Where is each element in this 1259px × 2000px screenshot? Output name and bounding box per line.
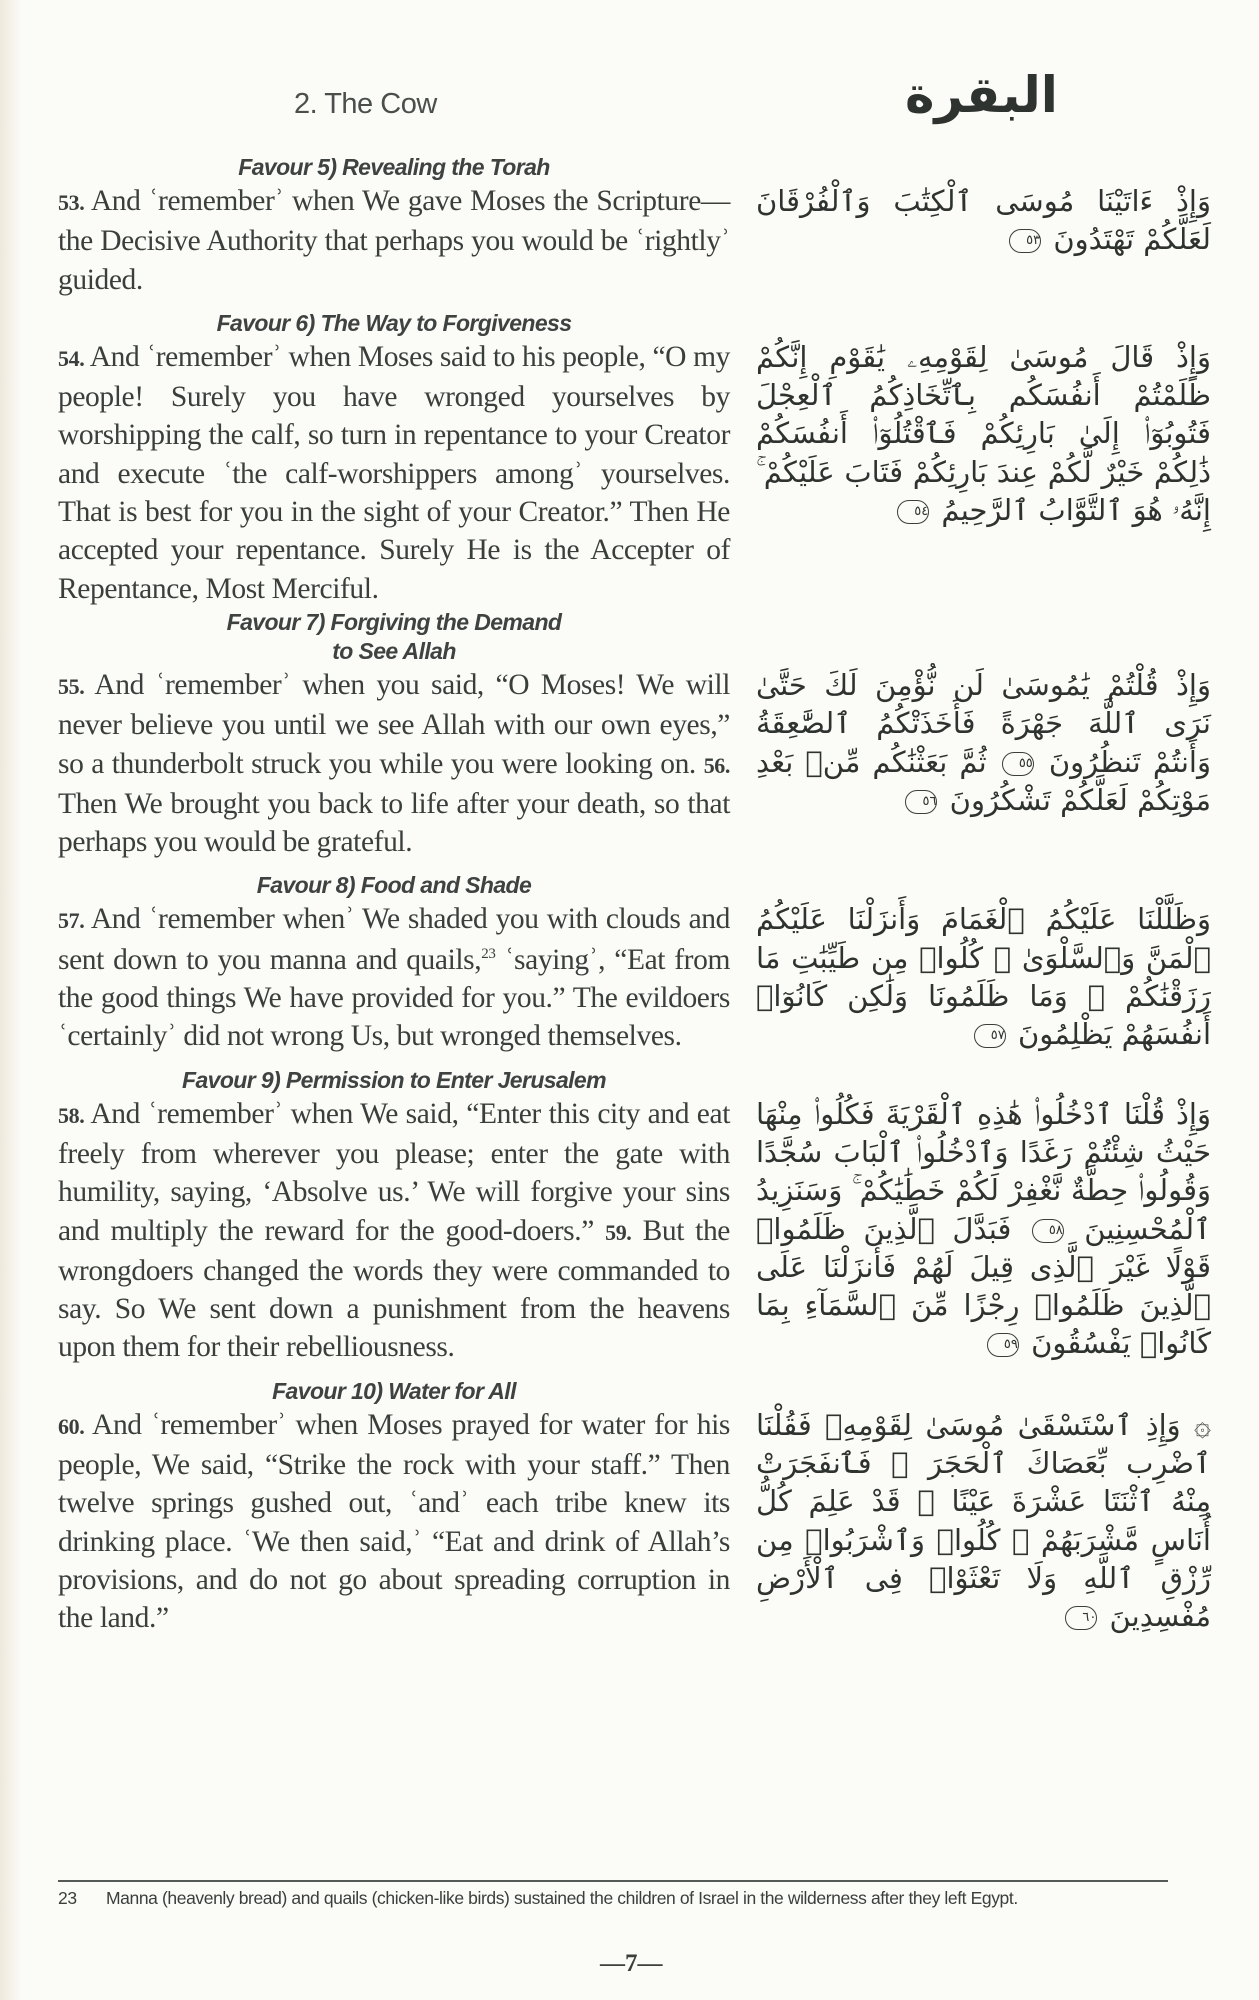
ayah-end-marker-icon: ٥٤ xyxy=(897,500,929,524)
verse-text: And ʿrememberʾ when Moses said to his people, “O my people! Surely you have wronged yourselves by worshipping the calf, so turn in repentance to your Creator and execute ʿthe calf-worshippers amongʾ yourselves. That is best for you in the sight of your Creator.” Then He accepted your repentance. Surely He is the Accepter of Repentance, Most Merciful. xyxy=(58,340,730,605)
arabic-text xyxy=(756,1095,1223,1367)
verse-number: 54. xyxy=(58,345,85,371)
verse-text: And ʿrememberʾ when Moses prayed for water for his people, We said, “Strike the rock with your staff.” Then twelve springs gushed out, ʿandʾ each tribe knew its drinking place. ʿWe then said,ʾ “Eat and drink of Allah’s provisions, and do not go about spreading corruption in the land.” xyxy=(58,1408,730,1635)
verse-text: But the wrongdoers changed the words they were commanded to say. So We sent down a punishment from the heavens upon them for their rebelliousness. xyxy=(58,1214,730,1364)
section-heading: Favour 8) Food and Shade xyxy=(256,872,532,899)
section-heading: Favour 9) Permission to Enter Jerusalem xyxy=(182,1066,606,1093)
arabic-text xyxy=(756,1406,1223,1638)
section-heading: Favour 10) Water for All xyxy=(272,1377,516,1404)
verse-text: And ʿrememberʾ when you said, “O Moses! We will never believe you until we see Allah with our own eyes,” so a thunderbolt struck you while you were looking on. xyxy=(58,668,730,780)
section-favour-10 xyxy=(58,1377,1223,1638)
verse-number: 58. xyxy=(58,1102,85,1128)
surah-title: 2. The Cow xyxy=(294,88,437,120)
footnote-divider xyxy=(58,1880,1168,1882)
page-gutter-shadow xyxy=(0,0,22,2000)
verse-text: And ʿremember whenʾ We shaded you with clouds and sent down to you manna and quails, xyxy=(58,903,730,976)
section-favour-7 xyxy=(58,608,1223,861)
section-heading xyxy=(58,608,730,666)
verse-number: 56. xyxy=(703,752,730,778)
arabic-verse: ۞ وَإِذِ ٱسْتَسْقَىٰ مُوسَىٰ لِقَوْمِهِۦ فَقُلْنَا ٱضْرِب بِّعَصَاكَ ٱلْحَجَرَ ۖ فَٱنفَجَرَتْ مِنْهُ ٱثْنَتَا عَشْرَةَ عَيْنًا ۖ قَدْ عَلِمَ كُلُّ أُنَاسٍ مَّشْرَبَهُمْ ۖ كُلُوا۟ وَٱشْرَبُوا۟ مِن رِّزْقِ ٱللَّهِ وَلَا تَعْثَوْا۟ فِى ٱلْأَرْضِ مُفْسِدِينَ xyxy=(756,1407,1211,1634)
footnote-number: 23 xyxy=(58,1888,77,1908)
arabic-verse: وَظَلَّلْنَا عَلَيْكُمُ ٱلْغَمَامَ وَأَنزَلْنَا عَلَيْكُمُ ٱلْمَنَّ وَٱلسَّلْوَىٰ ۖ كُلُوا۟ مِن طَيِّبَٰتِ مَا رَزَقْنَٰكُمْ ۖ وَمَا ظَلَمُونَا وَلَٰكِن كَانُوٓا۟ أَنفُسَهُمْ يَظْلِمُونَ xyxy=(756,902,1211,1052)
ayah-end-marker-icon: ٥٧ xyxy=(974,1024,1006,1048)
section-favour-8 xyxy=(58,871,1223,1055)
verse-text: Then We brought you back to life after your death, so that perhaps you would be grateful. xyxy=(58,787,730,859)
arabic-verse: وَإِذْ قَالَ مُوسَىٰ لِقَوْمِهِۦ يَٰقَوْمِ إِنَّكُمْ ظَلَمْتُمْ أَنفُسَكُم بِٱتِّخَاذِكُمُ ٱلْعِجْلَ فَتُوبُوٓا۟ إِلَىٰ بَارِئِكُمْ فَٱقْتُلُوٓا۟ أَنفُسَكُمْ ذَٰلِكُمْ خَيْرٌ لَّكُمْ عِندَ بَارِئِكُمْ فَتَابَ عَلَيْكُمْ ۚ إِنَّهُۥ هُوَ ٱلتَّوَّابُ ٱلرَّحِيمُ xyxy=(756,339,1211,528)
arabic-verse: وَإِذْ ءَاتَيْنَا مُوسَى ٱلْكِتَٰبَ وَٱلْفُرْقَانَ لَعَلَّكُمْ تَهْتَدُونَ xyxy=(756,184,1211,257)
footnote-reference[interactable]: 23 xyxy=(481,945,496,962)
arabic-verse: ثُمَّ بَعَثْنَٰكُم مِّنۢ بَعْدِ مَوْتِكُمْ لَعَلَّكُمْ تَشْكُرُونَ xyxy=(756,744,1211,817)
section-heading: Favour 6) The Way to Forgiveness xyxy=(216,309,572,336)
arabic-verse: وَإِذْ قُلْنَا ٱدْخُلُوا۟ هَٰذِهِ ٱلْقَرْيَةَ فَكُلُوا۟ مِنْهَا حَيْثُ شِئْتُمْ رَغَدًا وَٱدْخُلُوا۟ ٱلْبَابَ سُجَّدًا وَقُولُوا۟ حِطَّةٌ نَّغْفِرْ لَكُمْ خَطَٰيَٰكُمْ ۚ وَسَنَزِيدُ ٱلْمُحْسِنِينَ xyxy=(756,1096,1212,1246)
translation-text xyxy=(58,182,730,299)
arabic-text xyxy=(756,182,1223,299)
verse-number: 53. xyxy=(58,190,85,215)
arabic-text xyxy=(756,666,1223,861)
verse-number: 59. xyxy=(605,1219,632,1245)
verse-number: 57. xyxy=(58,908,85,934)
verse-number: 55. xyxy=(58,673,85,699)
page-number: —7— xyxy=(600,1950,663,1977)
translation-text xyxy=(58,666,730,861)
verse-number: 60. xyxy=(58,1413,85,1439)
ayah-end-marker-icon: ٥٦ xyxy=(905,790,937,814)
heading-line: Favour 7) Forgiving the Demand xyxy=(226,608,562,635)
section-favour-5 xyxy=(58,153,1223,299)
footnote-text: Manna (heavenly bread) and quails (chicken-like birds) sustained the children of Israel in the wilderness after they left Egypt. xyxy=(106,1888,1018,1908)
translation-text xyxy=(58,1095,730,1367)
section-heading: Favour 5) Revealing the Torah xyxy=(238,154,550,180)
section-favour-6 xyxy=(58,309,1223,608)
verse-text: And ʿrememberʾ when We said, “Enter this city and eat freely from wherever you please; enter the gate with humility, saying, ‘Absolve us.’ We will forgive your sins and multiply the reward for the good-doers.” xyxy=(58,1097,730,1247)
ayah-end-marker-icon: ٥٨ xyxy=(1032,1219,1064,1243)
translation-text xyxy=(58,1406,730,1638)
page-header xyxy=(0,60,1259,150)
translation-text xyxy=(58,338,730,608)
page-content xyxy=(58,153,1223,1638)
ayah-end-marker-icon: ٦٠ xyxy=(1065,1606,1097,1630)
arabic-verse: فَبَدَّلَ ٱلَّذِينَ ظَلَمُوا۟ قَوْلًا غَيْرَ ٱلَّذِى قِيلَ لَهُمْ فَأَنزَلْنَا عَلَى ٱلَّذِينَ ظَلَمُوا۟ رِجْزًا مِّنَ ٱلسَّمَآءِ بِمَا كَانُوا۟ يَفْسُقُونَ xyxy=(756,1211,1211,1361)
translation-text xyxy=(58,900,730,1055)
verse-text: And ʿrememberʾ when We gave Moses the Scripture—the Decisive Authority that perhaps you would be ʿrightlyʾ guided. xyxy=(58,185,730,296)
surah-title-arabic: البقرة xyxy=(905,66,1058,124)
ayah-end-marker-icon: ٥٣ xyxy=(1009,229,1041,253)
ayah-end-marker-icon: ٥٥ xyxy=(1002,752,1034,776)
footnote xyxy=(58,1885,1168,1911)
heading-line: to See Allah xyxy=(332,637,456,664)
verse-text: ʿsayingʾ, “Eat from the good things We have provided for you.” The evildoers ʿcertainlyʾ did not wrong Us, but wronged themselves. xyxy=(58,943,730,1053)
ayah-end-marker-icon: ٥٩ xyxy=(987,1333,1019,1357)
arabic-text xyxy=(756,900,1223,1055)
arabic-text xyxy=(756,338,1223,608)
section-favour-9 xyxy=(58,1066,1223,1367)
arabic-verse: وَإِذْ قُلْتُمْ يَٰمُوسَىٰ لَن نُّؤْمِنَ لَكَ حَتَّىٰ نَرَى ٱللَّهَ جَهْرَةً فَأَخَذَتْكُمُ ٱلصَّٰعِقَةُ وَأَنتُمْ تَنظُرُونَ xyxy=(756,667,1211,779)
